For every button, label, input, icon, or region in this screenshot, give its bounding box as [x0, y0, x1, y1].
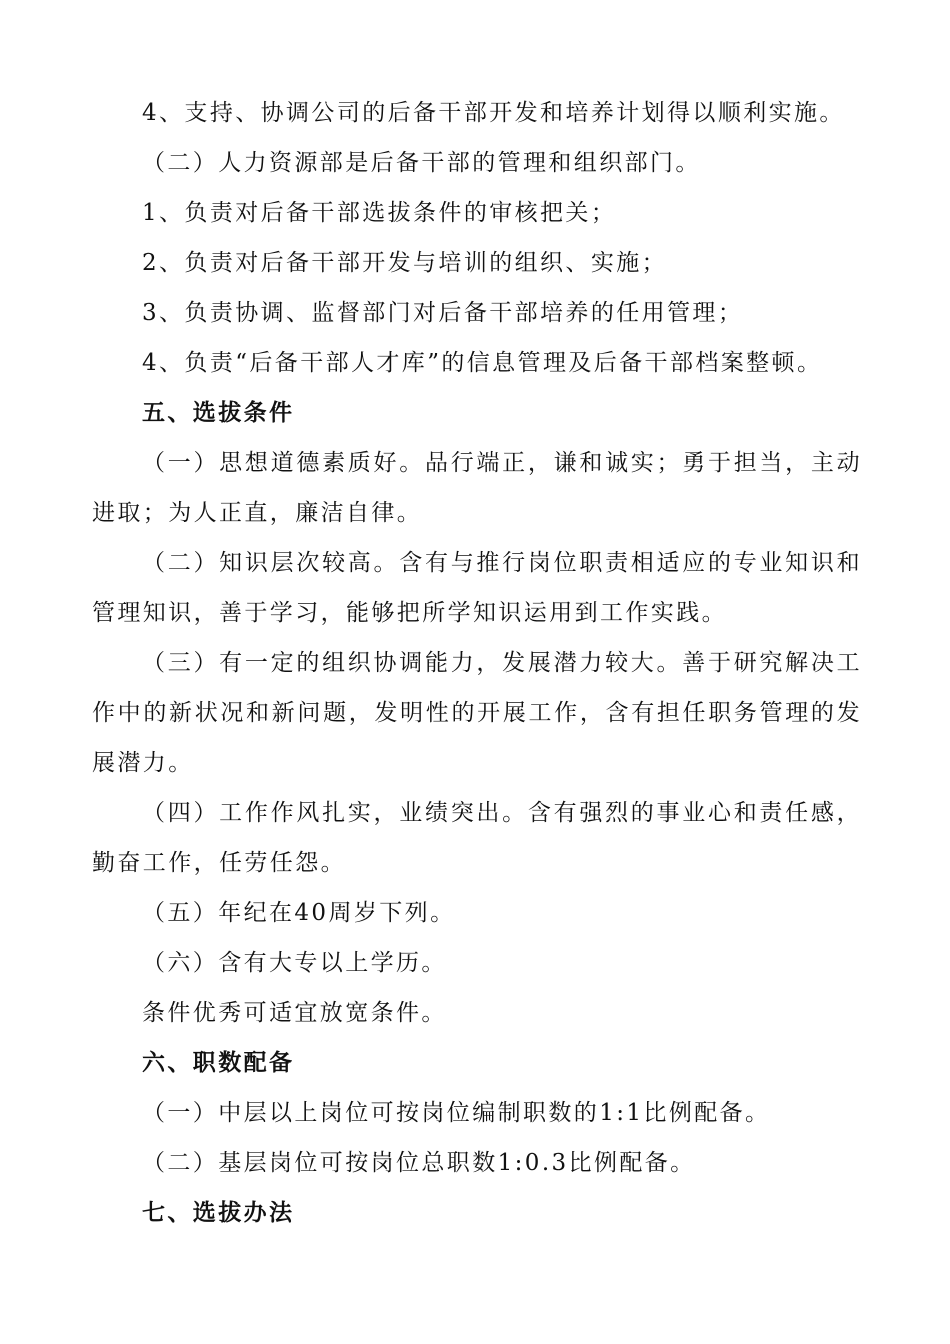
document-body: [92, 88, 862, 1238]
paragraph-item-1: 1、负责对后备干部选拔条件的审核把关；: [142, 200, 617, 226]
paragraph-criterion-4: （四）工作作风扎实，业绩突出。含有强烈的事业心和责任感，勤奋工作，任劳任怨。: [92, 800, 862, 876]
paragraph-criteria-note: 条件优秀可适宜放宽条件。: [142, 1000, 447, 1026]
paragraph-item-4-talent-pool: 4、负责“后备干部人才库”的信息管理及后备干部档案整顿。: [142, 350, 823, 376]
section-heading-staffing: 六、职数配备: [142, 1049, 295, 1076]
paragraph-item-2: 2、负责对后备干部开发与培训的组织、实施；: [142, 250, 668, 276]
paragraph-criterion-2: （二）知识层次较高。含有与推行岗位职责相适应的专业知识和管理知识，善于学习，能够把所学知识运用到工作实践。: [92, 550, 862, 626]
paragraph-criterion-5: （五）年纪在40周岁下列。: [142, 900, 456, 926]
section-heading-selection-criteria: 五、选拔条件: [142, 399, 295, 426]
paragraph-item-3: 3、负责协调、监督部门对后备干部培养的任用管理；: [142, 300, 744, 326]
paragraph-staffing-2: （二）基层岗位可按岗位总职数1:0.3比例配备。: [142, 1150, 696, 1176]
section-heading-selection-method: 七、选拔办法: [142, 1199, 295, 1226]
paragraph-staffing-1: （一）中层以上岗位可按岗位编制职数的1:1比例配备。: [142, 1100, 771, 1126]
paragraph-criterion-3: （三）有一定的组织协调能力，发展潜力较大。善于研究解决工作中的新状况和新问题，发明性的开展工作，含有担任职务管理的发展潜力。: [92, 650, 862, 776]
paragraph-item-4-support: 4、支持、协调公司的后备干部开发和培养计划得以顺利实施。: [142, 100, 845, 126]
paragraph-hr-department: （二）人力资源部是后备干部的管理和组织部门。: [142, 150, 701, 176]
paragraph-criterion-1: （一）思想道德素质好。品行端正，谦和诚实；勇于担当，主动进取；为人正直，廉洁自律。: [92, 450, 862, 526]
paragraph-criterion-6: （六）含有大专以上学历。: [142, 950, 447, 976]
